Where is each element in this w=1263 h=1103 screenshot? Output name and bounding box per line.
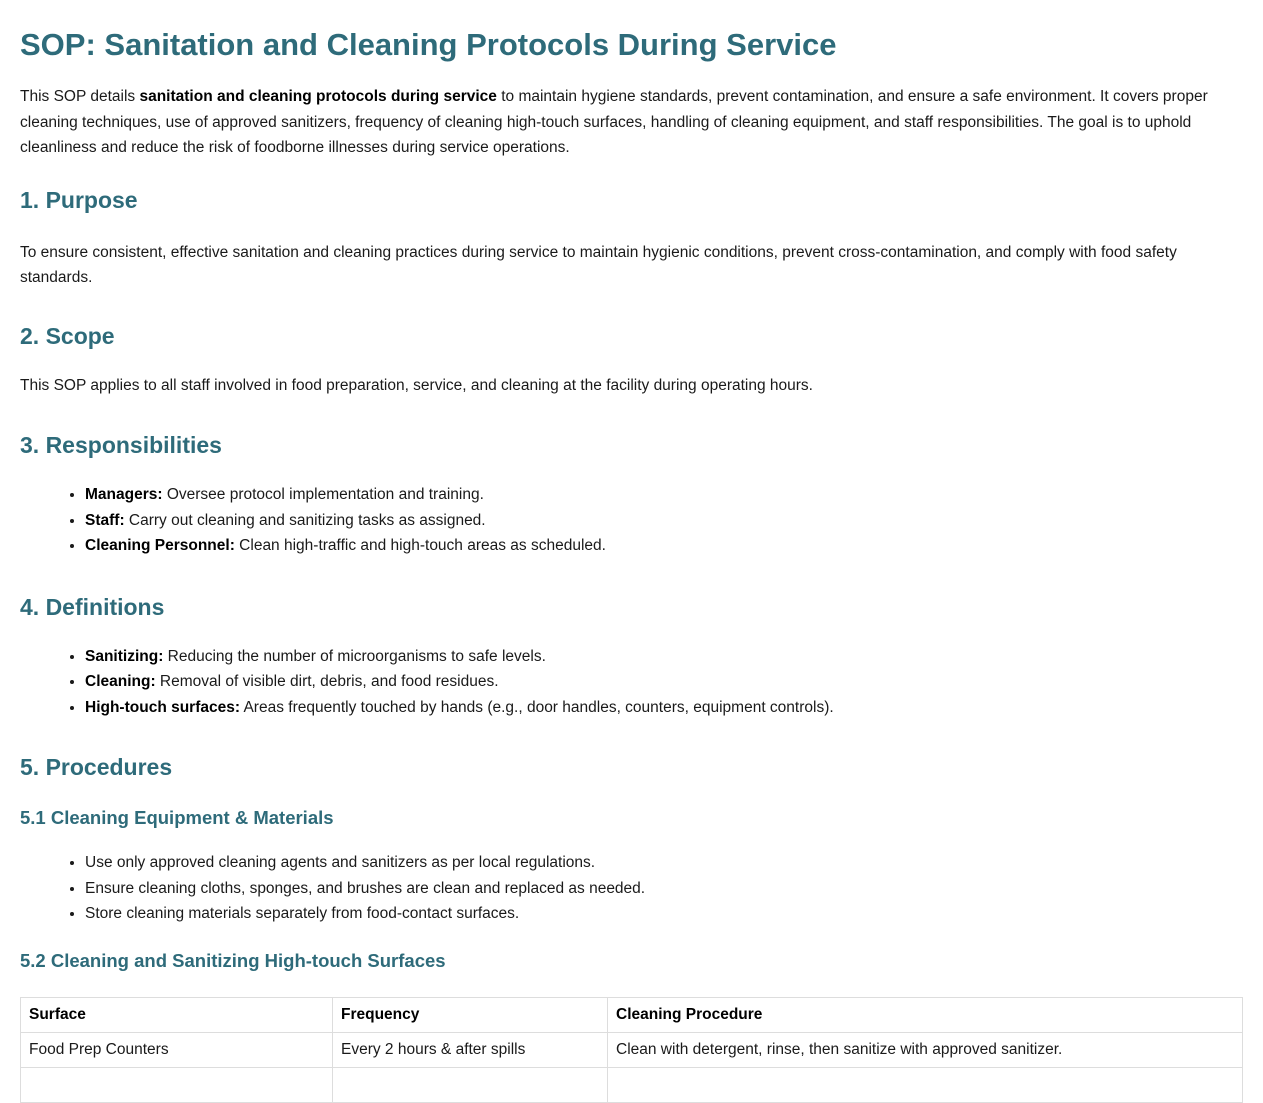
intro-paragraph [20, 84, 1243, 161]
column-header-frequency: Frequency [333, 997, 608, 1032]
description: Clean high-traffic and high-touch areas as scheduled. [234, 537, 606, 554]
table-header-row [21, 997, 1243, 1032]
description: Carry out cleaning and sanitizing tasks as assigned. [124, 511, 486, 529]
column-header-surface: Surface [21, 997, 333, 1032]
equipment-heading: 5.1 Cleaning Equipment & Materials [20, 807, 334, 828]
cell-empty [608, 1067, 1243, 1102]
term: Sanitizing: [85, 647, 164, 665]
cell-empty [21, 1067, 333, 1102]
responsibilities-list [20, 482, 1243, 559]
procedures-heading: 5. Procedures [20, 754, 173, 780]
definitions-heading: 4. Definitions [20, 593, 165, 620]
term: High-touch surfaces: [85, 698, 241, 716]
surfaces-table [20, 997, 1243, 1103]
description: Reducing the number of microorganisms to safe levels. [163, 647, 546, 665]
list-item: • Use only approved cleaning agents and sanitizers as per local regulations. [85, 850, 1243, 876]
page-title: SOP: Sanitation and Cleaning Protocols During Service [20, 27, 837, 62]
intro-text-before: This SOP details [20, 88, 140, 105]
list-item [85, 695, 1243, 721]
scope-text: This SOP applies to all staff involved in food preparation, service, and cleaning at the facility during operating hours. [20, 376, 813, 394]
definitions-list [20, 644, 1243, 721]
term: Managers: [85, 486, 163, 503]
column-header-procedure: Cleaning Procedure [608, 997, 1243, 1032]
list-item [85, 508, 1243, 534]
description: Areas frequently touched by hands (e.g., door handles, counters, equipment controls). [240, 698, 834, 716]
intro-text-after: to maintain hygiene standards, prevent contamination, and ensure a safe environment. It covers proper cleaning techniques, use of approved sanitizers, frequency of cleaning high-touch surfaces, handling of cleaning equipment, and staff responsibilities. The goal is to uphold cleanliness and reduce the risk of foodborne illnesses during service operations. [20, 88, 1208, 156]
list-item: • Ensure cleaning cloths, sponges, and brushes are clean and replaced as needed. [85, 876, 1243, 902]
cell-procedure: Clean with detergent, rinse, then sanitize with approved sanitizer. [608, 1032, 1243, 1067]
surfaces-heading: 5.2 Cleaning and Sanitizing High-touch Surfaces [20, 949, 446, 971]
equipment-list [20, 850, 1243, 927]
table-row-partial [21, 1067, 1243, 1102]
description: Removal of visible dirt, debris, and food residues. [155, 673, 499, 690]
purpose-heading: 1. Purpose [20, 186, 138, 213]
cell-frequency: Every 2 hours & after spills [333, 1032, 608, 1067]
term: Staff: [85, 511, 125, 529]
table-row [21, 1032, 1243, 1067]
description: Oversee protocol implementation and training. [162, 486, 484, 503]
list-item [85, 669, 1243, 695]
term: Cleaning: [85, 673, 156, 690]
list-item [85, 533, 1243, 559]
list-item: • Store cleaning materials separately from food-contact surfaces. [85, 901, 1243, 927]
cell-empty [333, 1067, 608, 1102]
scope-heading: 2. Scope [20, 322, 115, 349]
list-item [85, 482, 1243, 508]
responsibilities-heading: 3. Responsibilities [20, 432, 222, 458]
term: Cleaning Personnel: [85, 537, 235, 554]
purpose-text: To ensure consistent, effective sanitation and cleaning practices during service to maintain hygienic conditions, prevent cross-contamination, and comply with food safety standards. [20, 243, 1177, 286]
cell-surface: Food Prep Counters [21, 1032, 333, 1067]
intro-text-bold: sanitation and cleaning protocols during service [139, 88, 497, 105]
list-item [85, 644, 1243, 670]
